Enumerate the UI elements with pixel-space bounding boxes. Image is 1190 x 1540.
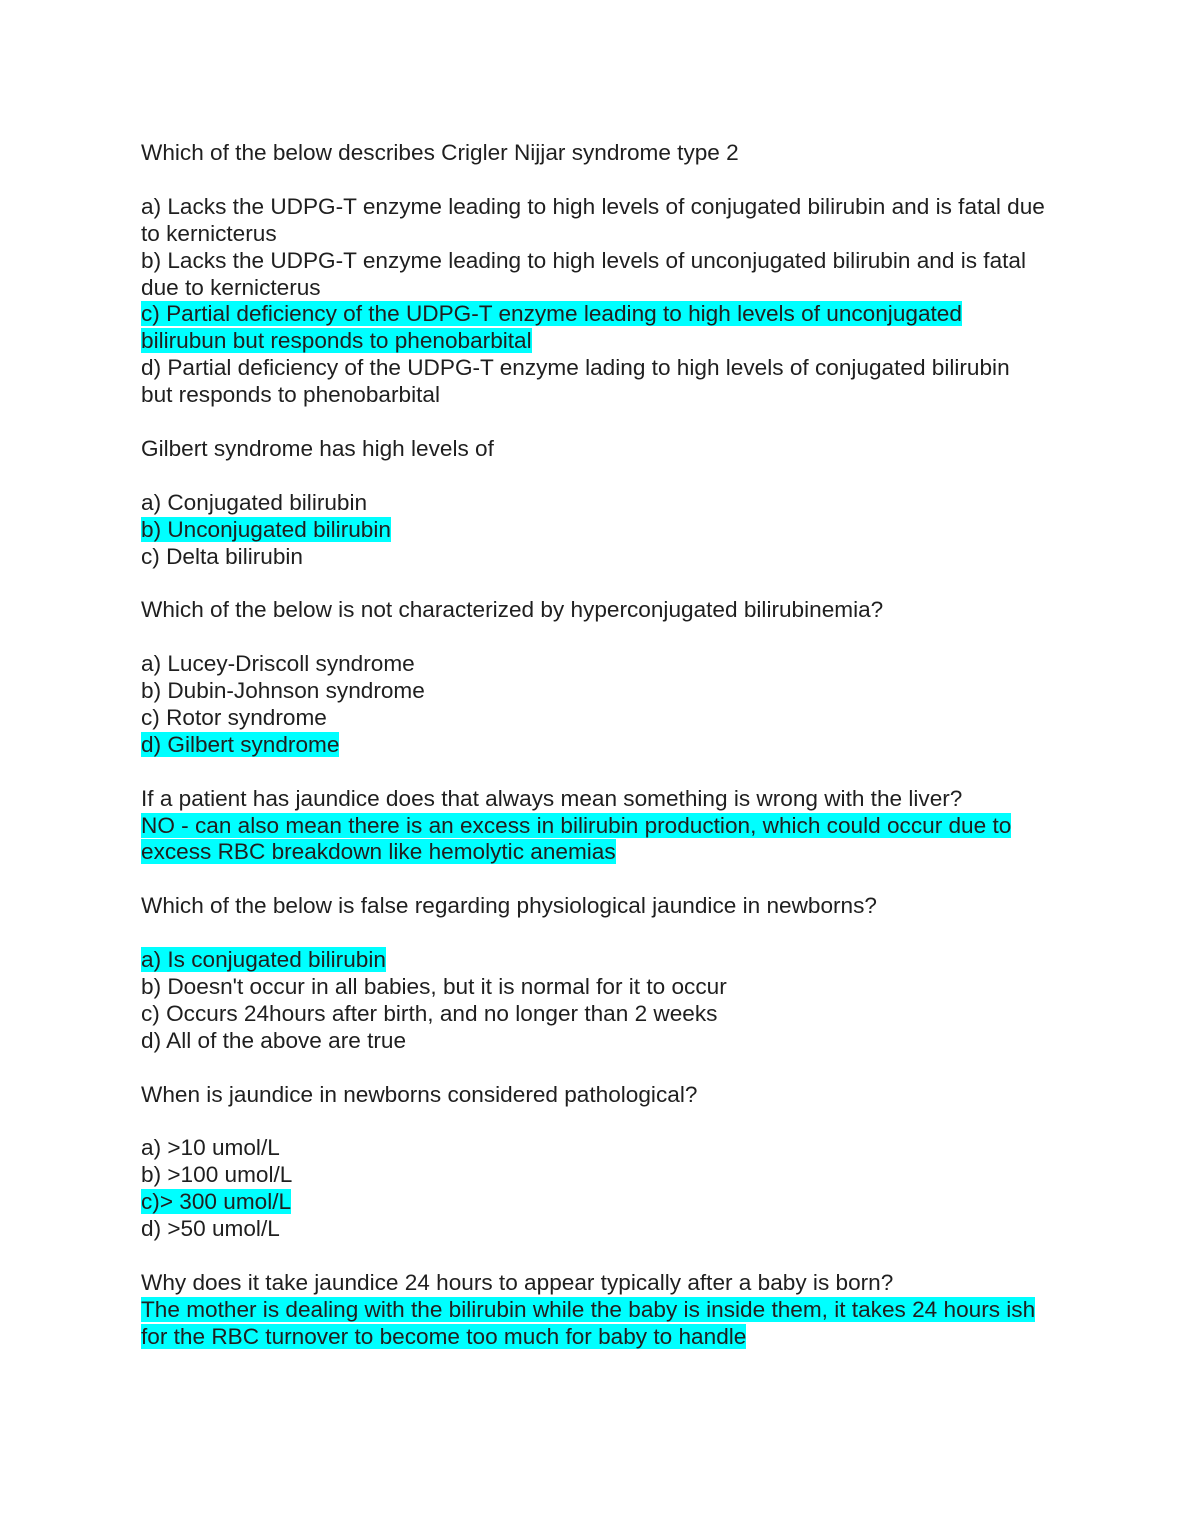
question-text: Which of the below describes Crigler Nijjar syndrome type 2 (141, 140, 739, 165)
option-item-highlighted: d) Gilbert syndrome (141, 731, 340, 757)
question-block (141, 1082, 1046, 1243)
option-item: c) Rotor syndrome (141, 704, 327, 730)
question-text: If a patient has jaundice does that always mean something is wrong with the liver? (141, 785, 963, 811)
question-text: Which of the below is false regarding physiological jaundice in newborns? (141, 893, 877, 919)
question-block (141, 1270, 1046, 1351)
options-list (141, 947, 1046, 1055)
options-list (141, 194, 1046, 409)
option-item: d) >50 umol/L (141, 1216, 280, 1242)
option-item: b) Doesn't occur in all babies, but it is normal for it to occur (141, 973, 727, 999)
question-text: Gilbert syndrome has high levels of (141, 435, 494, 461)
option-item: c) Occurs 24hours after birth, and no longer than 2 weeks (141, 1000, 718, 1026)
option-item-highlighted: c)> 300 umol/L (141, 1189, 292, 1215)
option-item: a) Conjugated bilirubin (141, 489, 368, 515)
option-item-highlighted: a) Is conjugated bilirubin (141, 947, 386, 973)
option-item: d) Partial deficiency of the UDPG-T enzyme lading to high levels of conjugated bilirubin but responds to phenobarbital (141, 355, 1010, 408)
option-item: a) >10 umol/L (141, 1135, 280, 1161)
option-item: b) Dubin-Johnson syndrome (141, 678, 425, 704)
options-list (141, 651, 1046, 759)
question-text: Why does it take jaundice 24 hours to appear typically after a baby is born? (141, 1269, 894, 1295)
option-item-highlighted: b) Unconjugated bilirubin (141, 516, 391, 542)
question-block (141, 140, 1046, 409)
question-block (141, 597, 1046, 758)
option-item: b) Lacks the UDPG-T enzyme leading to high levels of unconjugated bilirubin and is fatal due to kernicterus (141, 247, 1027, 300)
option-item: c) Delta bilirubin (141, 543, 303, 569)
question-text: Which of the below is not characterized by hyperconjugated bilirubinemia? (141, 597, 884, 623)
question-block (141, 893, 1046, 1054)
question-text: When is jaundice in newborns considered pathological? (141, 1081, 698, 1107)
options-list (141, 1135, 1046, 1243)
option-item: a) Lucey-Driscoll syndrome (141, 651, 415, 677)
document-content (141, 140, 1046, 1351)
question-block (141, 786, 1046, 867)
option-item: d) All of the above are true (141, 1027, 407, 1053)
question-block (141, 436, 1046, 571)
option-item: b) >100 umol/L (141, 1162, 293, 1188)
option-item: a) Lacks the UDPG-T enzyme leading to high levels of conjugated bilirubin and is fatal due to kernicterus (141, 193, 1045, 246)
option-item-highlighted: c) Partial deficiency of the UDPG-T enzyme leading to high levels of unconjugated bilirubun but responds to phenobarbital (141, 301, 962, 354)
answer-text-highlighted: The mother is dealing with the bilirubin while the baby is inside them, it takes 24 hours ish for the RBC turnover to become too much for baby to handle (141, 1296, 1036, 1349)
options-list (141, 490, 1046, 571)
answer-text-highlighted: NO - can also mean there is an excess in bilirubin production, which could occur due to excess RBC breakdown like hemolytic anemias (141, 812, 1012, 865)
